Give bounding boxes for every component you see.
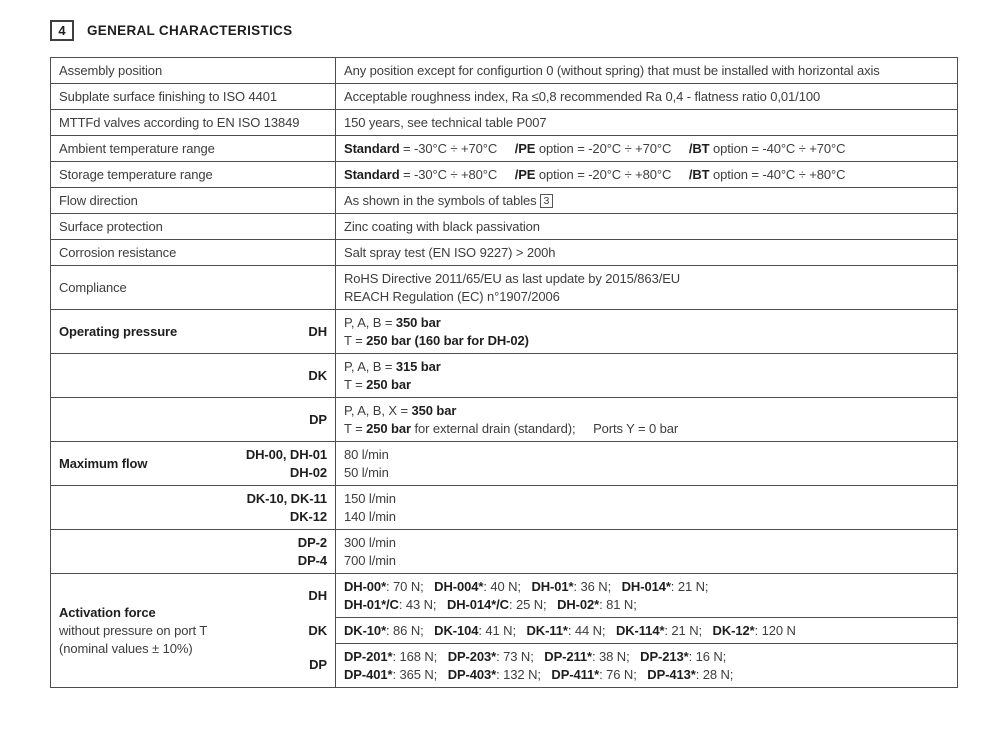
model-code: DP <box>309 657 327 673</box>
activation-force-label-cell <box>51 574 336 688</box>
row-value: RoHS Directive 2011/65/EU as last update by 2015/863/EU REACH Regulation (EC) n°1907/2006 <box>336 266 958 310</box>
row-maximum-flow-dp <box>51 530 958 574</box>
row-assembly-position <box>51 58 958 84</box>
row-flow-direction <box>51 188 958 214</box>
group-title: Operating pressure <box>59 323 178 339</box>
section-header <box>50 20 292 41</box>
row-value: 150 years, see technical table P007 <box>336 110 958 136</box>
row-value: Standard = -30°C ÷ +70°C /PE option = -20°C ÷ +70°C /BT option = -40°C ÷ +70°C <box>336 136 958 162</box>
row-label: MTTFd valves according to EN ISO 13849 <box>51 110 336 136</box>
page-title: GENERAL CHARACTERISTICS <box>87 23 293 38</box>
section-number-box: 4 <box>50 20 74 41</box>
row-storage-temperature <box>51 162 958 188</box>
row-value: 300 l/min 700 l/min <box>336 530 958 574</box>
model-code: DH <box>308 587 327 603</box>
row-label <box>51 310 336 354</box>
row-operating-pressure-dp <box>51 398 958 442</box>
model-code: DK <box>308 622 327 638</box>
row-value: Salt spray test (EN ISO 9227) > 200h <box>336 240 958 266</box>
model-code: DK <box>308 367 327 383</box>
row-activation-force-dh <box>51 574 958 618</box>
row-value: P, A, B = 350 bar T = 250 bar (160 bar for DH-02) <box>336 310 958 354</box>
row-mttfd-valves <box>51 110 958 136</box>
row-operating-pressure-dh <box>51 310 958 354</box>
group-title-block <box>59 604 207 658</box>
row-label: Corrosion resistance <box>51 240 336 266</box>
row-value: 80 l/min 50 l/min <box>336 442 958 486</box>
row-operating-pressure-dk <box>51 354 958 398</box>
row-value: Acceptable roughness index, Ra ≤0,8 recommended Ra 0,4 - flatness ratio 0,01/100 <box>336 84 958 110</box>
model-codes: DH-00, DH-01 DH-02 <box>245 446 327 480</box>
row-label <box>51 442 336 486</box>
group-subtitle: without pressure on port T (nominal values ± 10%) <box>59 622 208 656</box>
row-label <box>51 530 336 574</box>
row-corrosion-resistance <box>51 240 958 266</box>
row-label: Assembly position <box>51 58 336 84</box>
row-value: P, A, B = 315 bar T = 250 bar <box>336 354 958 398</box>
row-value: Standard = -30°C ÷ +80°C /PE option = -20°C ÷ +80°C /BT option = -40°C ÷ +80°C <box>336 162 958 188</box>
model-codes: DP-2 DP-4 <box>297 534 327 568</box>
row-label: Storage temperature range <box>51 162 336 188</box>
row-value: DH-00*: 70 N; DH-004*: 40 N; DH-01*: 36 N; DH-014*: 21 N; DH-01*/C: 43 N; DH-014*/C: 25 N; DH-02*: 81 N; <box>336 574 958 618</box>
row-ambient-temperature <box>51 136 958 162</box>
row-label <box>51 486 336 530</box>
row-subplate-finishing <box>51 84 958 110</box>
row-value: 150 l/min 140 l/min <box>336 486 958 530</box>
model-codes-column <box>308 574 327 687</box>
row-value: Zinc coating with black passivation <box>336 214 958 240</box>
model-code: DH <box>308 323 327 339</box>
row-label <box>51 354 336 398</box>
model-code: DP <box>309 411 327 427</box>
row-compliance <box>51 266 958 310</box>
row-label: Ambient temperature range <box>51 136 336 162</box>
general-characteristics-table <box>50 57 958 688</box>
row-value: DK-10*: 86 N; DK-104: 41 N; DK-11*: 44 N; DK-114*: 21 N; DK-12*: 120 N <box>336 618 958 644</box>
row-maximum-flow-dk <box>51 486 958 530</box>
row-label: Subplate surface finishing to ISO 4401 <box>51 84 336 110</box>
row-label: Flow direction <box>51 188 336 214</box>
row-maximum-flow-dh <box>51 442 958 486</box>
group-title: Maximum flow <box>59 455 148 471</box>
group-title: Activation force <box>59 604 156 620</box>
row-value: P, A, B, X = 350 bar T = 250 bar for external drain (standard); Ports Y = 0 bar <box>336 398 958 442</box>
row-value: Any position except for configurtion 0 (without spring) that must be installed with horizontal axis <box>336 58 958 84</box>
row-label: Surface protection <box>51 214 336 240</box>
row-value: As shown in the symbols of tables 3 <box>336 188 958 214</box>
row-label: Compliance <box>51 266 336 310</box>
row-surface-protection <box>51 214 958 240</box>
row-label <box>51 398 336 442</box>
model-codes: DK-10, DK-11 DK-12 <box>246 490 327 524</box>
row-value: DP-201*: 168 N; DP-203*: 73 N; DP-211*: 38 N; DP-213*: 16 N; DP-401*: 365 N; DP-403*: 132 N; DP-411*: 76 N; DP-413*: 28 N; <box>336 644 958 688</box>
